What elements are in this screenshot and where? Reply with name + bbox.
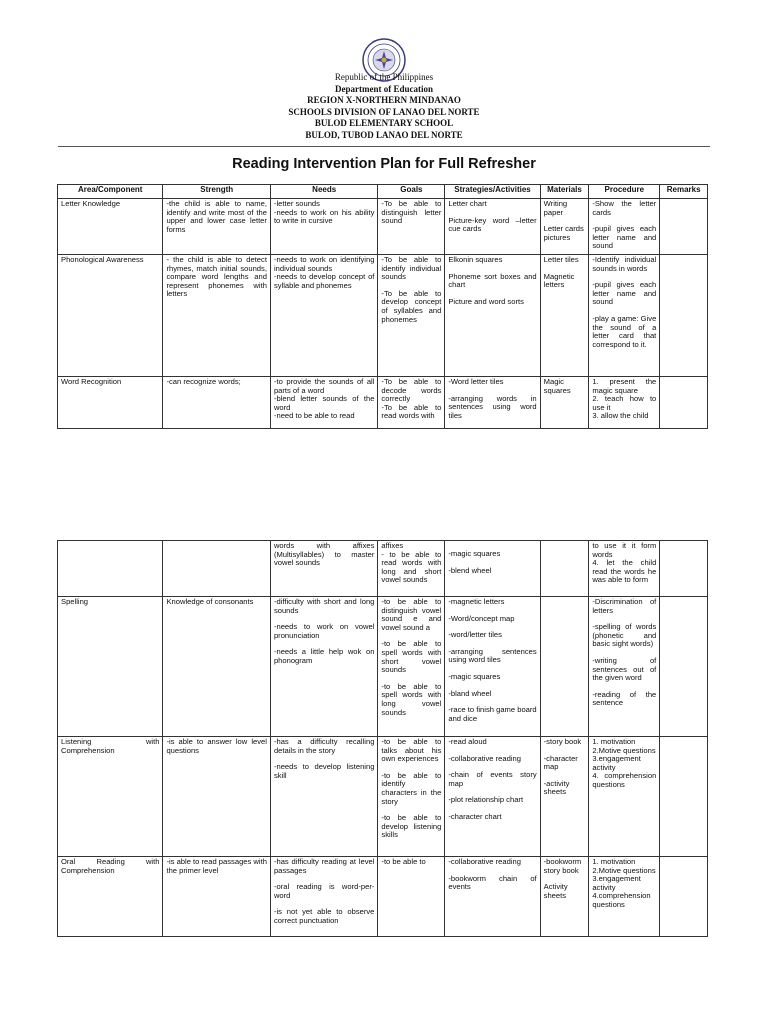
col-header-goals: Goals <box>378 185 445 199</box>
cell-paragraph: -has difficulty reading at level passages <box>273 857 375 875</box>
header-divider <box>58 146 710 147</box>
cell-paragraph: 1. motivation 2.Motive questions 3.engagement activity 4. comprehension questions <box>592 737 657 789</box>
cell-goals <box>378 377 445 429</box>
cell-procedure <box>589 199 660 255</box>
cell-paragraph: -character map <box>543 753 578 772</box>
cell-area <box>58 199 163 255</box>
cell-needs <box>270 857 377 937</box>
cell-paragraph: -bland wheel <box>448 688 492 698</box>
cell-paragraph: -Word letter tiles <box>448 377 504 386</box>
cell-paragraph: -is able to read passages with the primer level <box>166 857 267 875</box>
header-department: Department of Education <box>335 83 433 94</box>
cell-paragraph: -read aloud <box>448 737 487 746</box>
cell-paragraph: -to provide the sounds of all parts of a word -blend letter sounds of the word -need to be able to read <box>273 377 375 421</box>
cell-materials <box>540 377 589 429</box>
cell-paragraph: Word Recognition <box>61 377 122 386</box>
cell-goals <box>378 597 445 737</box>
cell-paragraph: -word/letter tiles <box>448 630 502 640</box>
cell-area <box>58 597 163 737</box>
cell-paragraph: Phoneme sort boxes and chart <box>448 271 537 290</box>
cell-paragraph: Letter Knowledge <box>61 199 121 208</box>
cell-needs <box>270 199 377 255</box>
cell-paragraph: -play a game: Give the sound of a letter card that correspond to it. <box>592 313 657 349</box>
table-row <box>58 857 708 937</box>
cell-procedure <box>589 541 660 597</box>
cell-remarks <box>660 737 708 857</box>
col-header-strategies: Strategies/Activities <box>445 185 540 199</box>
cell-paragraph: -story book <box>543 737 582 746</box>
cell-procedure <box>589 737 660 857</box>
cell-needs <box>270 737 377 857</box>
cell-strength <box>163 597 270 737</box>
cell-paragraph: Writing paper <box>543 199 568 217</box>
cell-strategies <box>445 857 540 937</box>
cell-paragraph: -is not yet able to observe correct punctuation <box>273 907 375 925</box>
cell-paragraph: 1. motivation 2.Motive questions 3.engagement activity 4.comprehension questions <box>592 857 656 909</box>
cell-paragraph: -blend wheel <box>448 565 492 575</box>
cell-paragraph: -bookworm story book <box>543 857 582 875</box>
cell-strategies <box>445 199 540 255</box>
cell-paragraph: -letter sounds -needs to work on his ability to write in cursive <box>273 199 375 226</box>
cell-materials <box>540 199 589 255</box>
cell-paragraph: -can recognize words; <box>166 377 241 386</box>
cell-area <box>58 737 163 857</box>
cell-paragraph: words with affixes (Multisyllables) to master vowel sounds <box>273 541 375 568</box>
cell-paragraph: -Discrimination of letters <box>592 597 657 615</box>
cell-goals <box>378 737 445 857</box>
cell-paragraph: Letter tiles <box>543 255 579 264</box>
cell-remarks <box>660 255 708 377</box>
intervention-table-part-2 <box>57 540 708 937</box>
cell-paragraph: -character chart <box>448 811 502 821</box>
cell-paragraph: -bookworm chain of events <box>448 873 537 892</box>
cell-paragraph: -has a difficulty recalling details in the story <box>273 737 375 755</box>
cell-paragraph: -Show the letter cards <box>592 199 657 217</box>
cell-paragraph: -To be able to develop concept of syllables and phonemes <box>381 288 442 324</box>
cell-paragraph: Letter chart <box>448 199 487 208</box>
cell-procedure <box>589 377 660 429</box>
table-header-row <box>58 185 708 199</box>
cell-strength <box>163 255 270 377</box>
cell-paragraph: - the child is able to detect rhymes, match initial sounds, compare word lengths and represent phonemes with letters <box>166 255 267 299</box>
cell-paragraph: -reading of the sentence <box>592 689 657 708</box>
document-header <box>0 72 768 141</box>
col-header-needs: Needs <box>270 185 377 199</box>
cell-paragraph: -magic squares <box>448 549 501 558</box>
header-region: REGION X-NORTHERN MINDANAO <box>307 95 461 105</box>
cell-needs <box>270 597 377 737</box>
cell-procedure <box>589 597 660 737</box>
cell-paragraph: 1. present the magic square 2. teach how to use it 3. allow the child <box>592 377 657 421</box>
cell-remarks <box>660 377 708 429</box>
cell-needs <box>270 255 377 377</box>
cell-strength <box>163 737 270 857</box>
cell-paragraph: -needs to develop listening skill <box>273 762 375 780</box>
cell-paragraph: -magic squares <box>448 671 501 681</box>
header-division: SCHOOLS DIVISION OF LANAO DEL NORTE <box>288 106 480 117</box>
col-header-materials: Materials <box>540 185 589 199</box>
table-row <box>58 597 708 737</box>
cell-remarks <box>660 857 708 937</box>
cell-paragraph: -oral reading is word-per-word <box>273 882 375 900</box>
cell-strategies <box>445 597 540 737</box>
cell-paragraph: -arranging sentences using word tiles <box>448 646 537 665</box>
cell-materials <box>540 597 589 737</box>
cell-strategies <box>445 737 540 857</box>
cell-procedure <box>589 255 660 377</box>
cell-paragraph: Knowledge of consonants <box>166 597 254 606</box>
cell-paragraph: -arranging words in sentences using word tiles <box>448 393 537 420</box>
cell-paragraph: -race to finish game board and dice <box>448 705 537 723</box>
cell-materials <box>540 541 589 597</box>
cell-materials <box>540 857 589 937</box>
cell-strategies <box>445 255 540 377</box>
cell-paragraph: Phonological Awareness <box>61 255 144 264</box>
cell-paragraph: -needs to work on identifying individual sounds -needs to develop concept of syllable and phonemes <box>273 255 375 290</box>
cell-paragraph: -to be able to spell words with long vowel sounds <box>381 681 442 717</box>
cell-needs <box>270 541 377 597</box>
cell-area <box>58 255 163 377</box>
table-row <box>58 737 708 857</box>
cell-materials <box>540 737 589 857</box>
cell-paragraph: -difficulty with short and long sounds <box>273 597 375 615</box>
cell-paragraph: Picture and word sorts <box>448 296 524 306</box>
cell-goals <box>378 857 445 937</box>
table-row <box>58 199 708 255</box>
cell-paragraph: -To be able to distinguish letter sound <box>381 199 442 226</box>
cell-paragraph: -is able to answer low level questions <box>166 737 267 755</box>
cell-paragraph: -collaborative reading <box>448 753 521 763</box>
cell-area <box>58 377 163 429</box>
cell-strength <box>163 199 270 255</box>
cell-area <box>58 857 163 937</box>
cell-paragraph: affixes - to be able to read words with long and short vowel sounds <box>381 541 442 585</box>
col-header-area: Area/Component <box>58 185 163 199</box>
cell-needs <box>270 377 377 429</box>
cell-goals <box>378 255 445 377</box>
cell-paragraph: Listening with Comprehension <box>61 737 160 755</box>
cell-materials <box>540 255 589 377</box>
cell-paragraph: -to be able to talks about his own experiences <box>381 737 442 764</box>
cell-paragraph: Letter cards pictures <box>543 224 584 242</box>
cell-strength <box>163 377 270 429</box>
cell-paragraph: Magic squares <box>543 377 571 395</box>
cell-paragraph: -chain of events story map <box>448 770 537 788</box>
cell-paragraph: -pupil gives each letter name and sound <box>592 224 657 251</box>
cell-paragraph: -to be able to distinguish vowel sound e and vowel sound a <box>381 597 442 632</box>
page-title: Reading Intervention Plan for Full Refresher <box>232 156 536 172</box>
cell-paragraph: -to be able to identify characters in the story <box>381 770 442 806</box>
cell-paragraph: -To be able to identify individual sounds <box>381 255 442 282</box>
cell-paragraph: -Word/concept map <box>448 613 515 623</box>
cell-remarks <box>660 541 708 597</box>
intervention-table-part-1 <box>57 184 708 429</box>
table-row <box>58 377 708 429</box>
cell-area <box>58 541 163 597</box>
cell-paragraph: -the child is able to name, identify and write most of the upper and lower case letter forms <box>166 199 267 234</box>
header-address: BULOD, TUBOD LANAO DEL NORTE <box>305 129 463 140</box>
cell-remarks <box>660 199 708 255</box>
cell-paragraph: -spelling of words (phonetic and basic sight words) <box>592 622 657 649</box>
cell-paragraph: -pupil gives each letter name and sound <box>592 280 657 307</box>
col-header-strength: Strength <box>163 185 270 199</box>
table-row <box>58 541 708 597</box>
header-school: BULOD ELEMENTARY SCHOOL <box>314 118 454 128</box>
cell-paragraph: -to be able to <box>381 857 426 866</box>
cell-paragraph: -to be able to develop listening skills <box>381 813 442 840</box>
header-republic: Republic of the Philippines <box>334 72 434 82</box>
cell-paragraph: -plot relationship chart <box>448 795 524 805</box>
cell-strategies <box>445 541 540 597</box>
cell-goals <box>378 199 445 255</box>
cell-paragraph: -needs to work on vowel pronunciation <box>273 622 375 640</box>
col-header-remarks: Remarks <box>660 185 708 199</box>
cell-goals <box>378 541 445 597</box>
cell-paragraph: -writing of sentences out of the given word <box>592 655 657 683</box>
cell-paragraph: Magnetic letters <box>543 271 575 290</box>
cell-paragraph: -activity sheets <box>543 778 570 797</box>
cell-paragraph: Picture-key word –letter cue cards <box>448 215 537 234</box>
cell-paragraph: -To be able to decode words correctly -To be able to read words with <box>381 377 442 421</box>
cell-paragraph: Spelling <box>61 597 89 606</box>
cell-strength <box>163 857 270 937</box>
cell-paragraph: to use it it form words 4. let the child read the words he was able to form <box>592 541 657 585</box>
cell-paragraph: Oral Reading with Comprehension <box>61 857 160 875</box>
cell-paragraph: -needs a little help wok on phonogram <box>273 647 375 665</box>
cell-paragraph: -Identify individual sounds in words <box>592 255 657 273</box>
cell-remarks <box>660 597 708 737</box>
cell-paragraph: -collaborative reading <box>448 857 521 866</box>
cell-paragraph: Activity sheets <box>543 882 568 900</box>
table-row <box>58 255 708 377</box>
cell-strategies <box>445 377 540 429</box>
col-header-procedure: Procedure <box>589 185 660 199</box>
cell-paragraph: -magnetic letters <box>448 597 505 606</box>
cell-strength <box>163 541 270 597</box>
cell-procedure <box>589 857 660 937</box>
cell-paragraph: Elkonin squares <box>448 255 503 264</box>
cell-paragraph: -to be able to spell words with short vowel sounds <box>381 639 442 675</box>
